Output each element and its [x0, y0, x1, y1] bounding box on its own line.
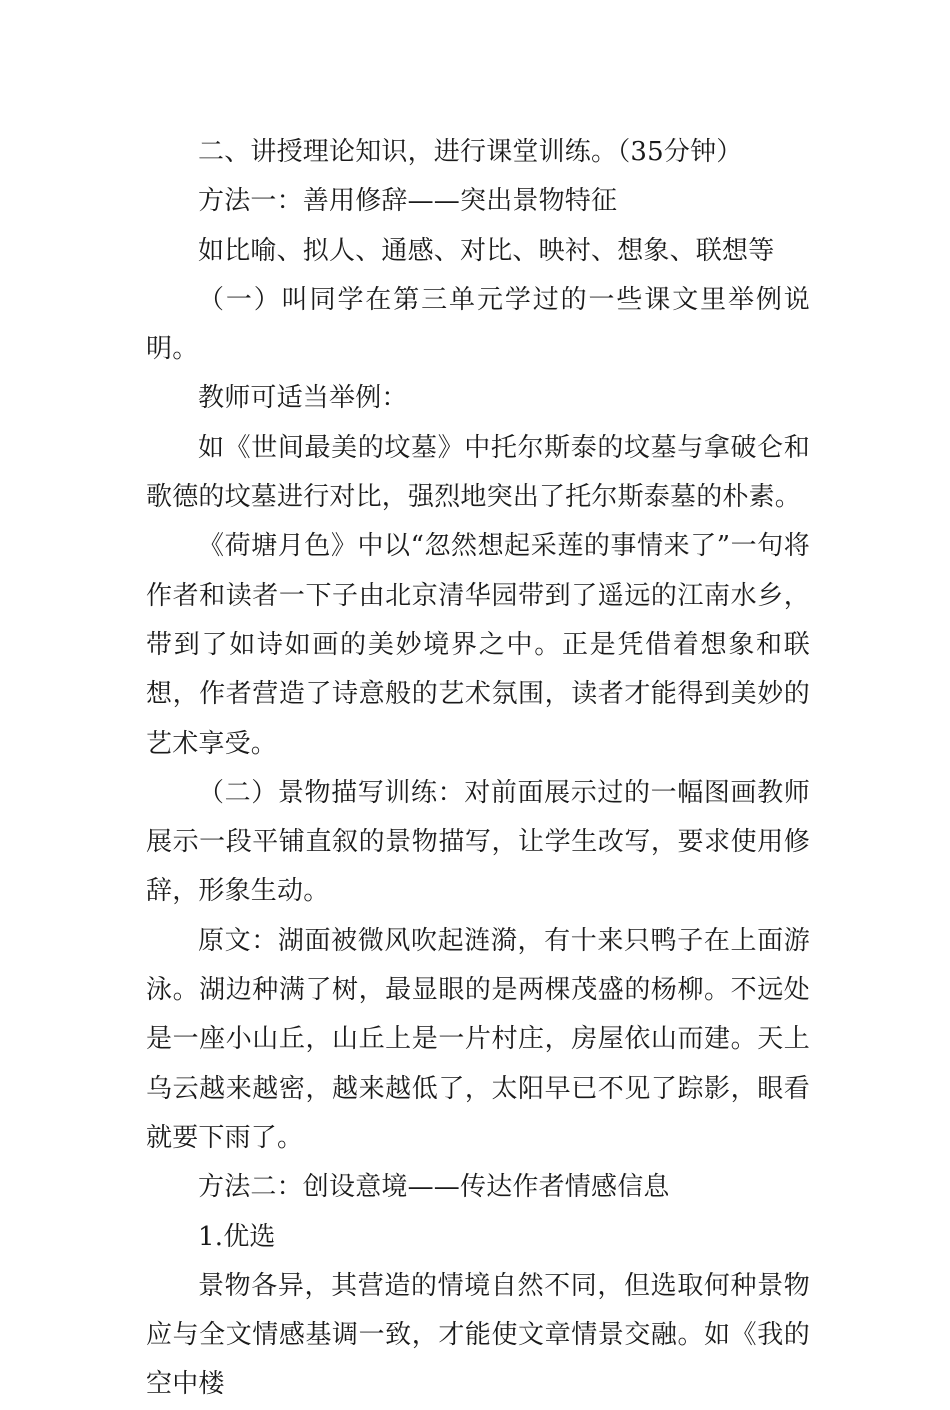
- closing-paragraph: 景物各异，其营造的情境自然不同，但选取何种景物应与全文情感基调一致，才能使文章情景交融。如《我的空中楼: [146, 1270, 810, 1400]
- method-two-heading: 方法二：创设意境——传达作者情感信息: [198, 1172, 670, 1203]
- subsection-one: （一）叫同学在第三单元学过的一些课文里举例说明。: [146, 284, 810, 365]
- rhetoric-list: 如比喻、拟人、通感、对比、映衬、想象、联想等: [198, 235, 775, 266]
- body-text: [146, 128, 810, 1410]
- subsection-two: （二）景物描写训练：对前面展示过的一幅图画教师展示一段平铺直叙的景物描写，让学生改写，要求使用修辞，形象生动。: [146, 777, 810, 907]
- original-text-paragraph: 原文：湖面被微风吹起涟漪，有十来只鸭子在上面游泳。湖边种满了树，最显眼的是两棵茂盛的杨柳。不远处是一座小山丘，山丘上是一片村庄，房屋依山而建。天上乌云越来越密，越来越低了，太阳早已不见了踪影，眼看就要下雨了。: [146, 925, 810, 1153]
- teacher-example-intro: 教师可适当举例：: [198, 383, 408, 414]
- method-one-heading: 方法一：善用修辞——突出景物特征: [198, 186, 618, 217]
- section-heading: 二、讲授理论知识，进行课堂训练。（35分钟）: [198, 137, 743, 167]
- example-paragraph-2: 《荷塘月色》中以“忽然想起采莲的事情来了”一句将作者和读者一下子由北京清华园带到了遥远的江南水乡，带到了如诗如画的美妙境界之中。正是凭借着想象和联想，作者营造了诗意般的艺术氛围，读者才能得到美妙的艺术享受。: [146, 531, 810, 759]
- point-one-heading: 1.优选: [198, 1221, 276, 1252]
- example-paragraph-1: 如《世间最美的坟墓》中托尔斯泰的坟墓与拿破仑和歌德的坟墓进行对比，强烈地突出了托尔斯泰墓的朴素。: [146, 432, 810, 513]
